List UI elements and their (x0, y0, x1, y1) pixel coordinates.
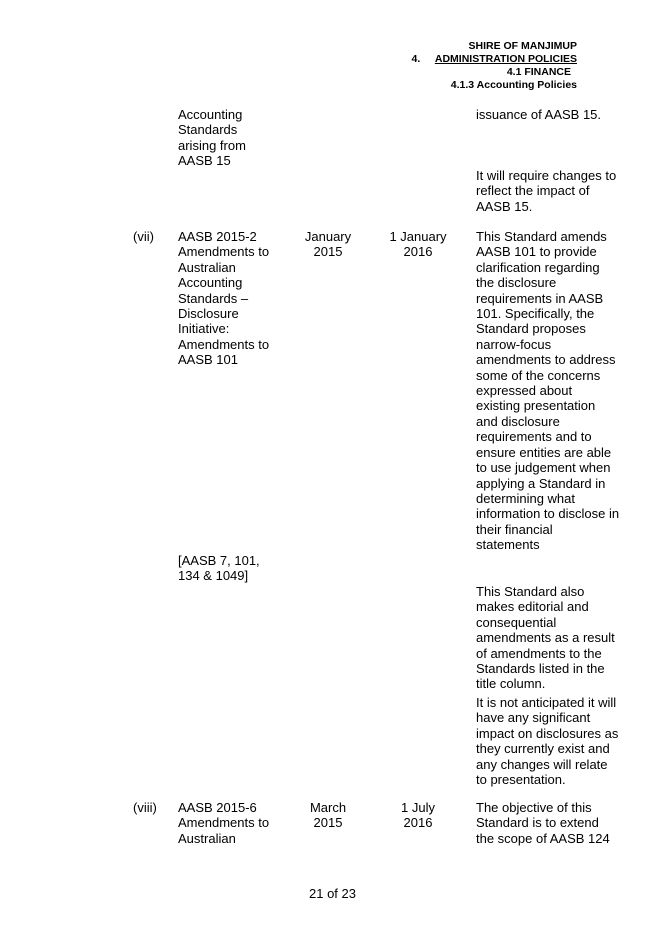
cont-title: Accounting Standards arising from AASB 15 (178, 107, 246, 169)
subsection-finance: 4.1 FINANCE (506, 66, 571, 78)
org-name: SHIRE OF MANJIMUP (468, 40, 577, 52)
row-viii-issued: March 2015 (309, 800, 347, 831)
section-title: ADMINISTRATION POLICIES (434, 53, 577, 65)
row-vii-title-ref: [AASB 7, 101, 134 & 1049] (178, 553, 260, 584)
cont-impact-1: issuance of AASB 15. (476, 107, 602, 122)
page-number: 21 of 23 (309, 886, 356, 901)
section-heading (412, 53, 578, 66)
row-vii-impact-3: It is not anticipated it will have any significant impact on disclosures as they currently exist and any changes will relate to presentation. (476, 695, 619, 788)
row-vii-impact-2: This Standard also makes editorial and consequential amendments as a result of amendments to the Standards listed in the title column. (476, 584, 615, 692)
cont-impact-2: It will require changes to reflect the impact of AASB 15. (476, 168, 617, 214)
row-viii-number: (viii) (133, 800, 157, 815)
row-viii-title: AASB 2015-6 Amendments to Australian (178, 800, 270, 846)
row-vii-title: AASB 2015-2 Amendments to Australian Accounting Standards – Disclosure Initiative: Amendments to AASB 101 (178, 229, 270, 368)
row-vii-impact-1: This Standard amends AASB 101 to provide clarification regarding the disclosure requirements in AASB 101. Specifically, the Standard proposes narrow-focus amendments to address some of the concerns expressed about existing presentation and disclosure requirements and to ensure entities are able to use judgement when applying a Standard in determining what information to disclose in their financial statements (476, 229, 620, 553)
row-viii-applicable: 1 July 2016 (401, 800, 435, 831)
row-vii-issued: January 2015 (304, 229, 352, 260)
row-viii-impact-1: The objective of this Standard is to extend the scope of AASB 124 (476, 800, 610, 846)
subsection-accounting-policies: 4.1.3 Accounting Policies (450, 79, 577, 91)
section-number: 4. (411, 53, 421, 65)
row-vii-applicable: 1 January 2016 (389, 229, 447, 260)
row-vii-number: (vii) (133, 229, 154, 244)
